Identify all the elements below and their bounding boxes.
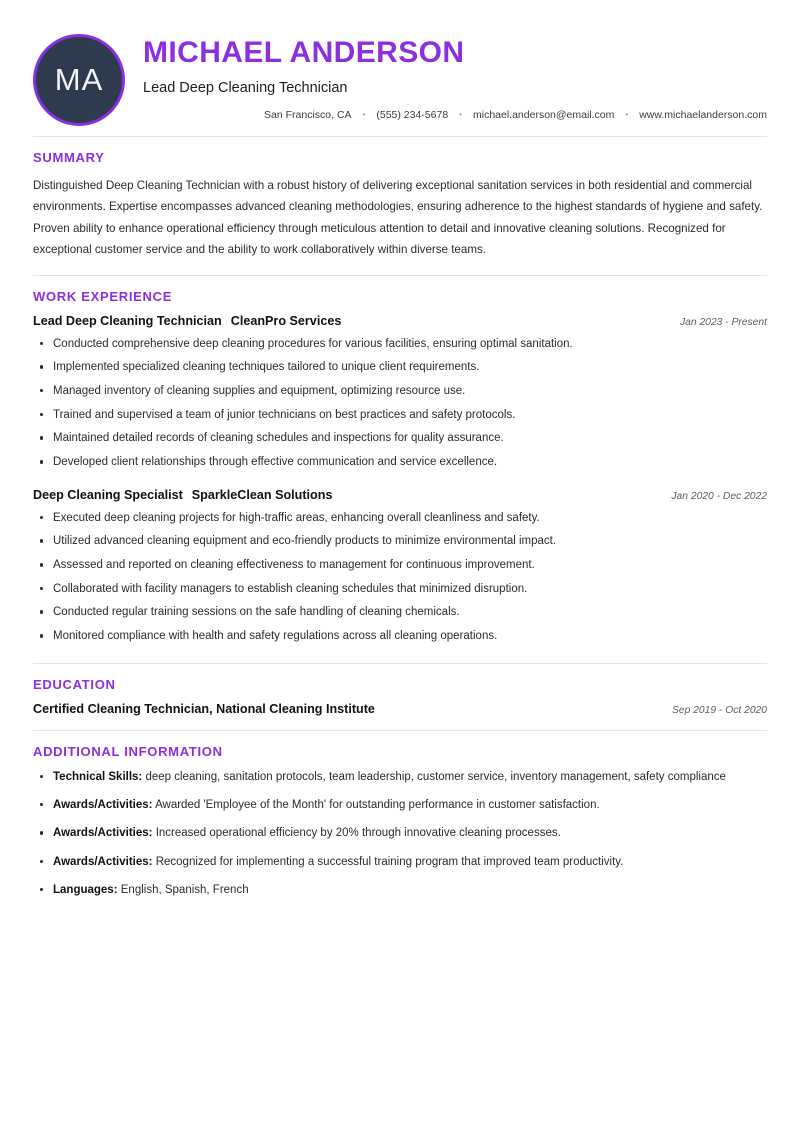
experience-entry	[33, 488, 767, 645]
avatar-initials: MA	[54, 62, 104, 97]
section-title-work-experience: WORK EXPERIENCE	[33, 288, 173, 304]
list-item	[33, 797, 767, 814]
experience-entry-header	[33, 488, 767, 502]
experience-headline	[33, 488, 332, 502]
list-item: Managed inventory of cleaning supplies and equipment, optimizing resource use.	[33, 383, 767, 400]
experience-role: Lead Deep Cleaning Technician	[33, 313, 222, 328]
experience-entry	[33, 314, 767, 471]
info-label: Technical Skills:	[53, 770, 143, 783]
info-value: Recognized for implementing a successful training program that improved team productivity.	[155, 855, 624, 868]
contact-separator-icon: •	[362, 109, 366, 119]
experience-role: Deep Cleaning Specialist	[33, 487, 183, 502]
info-value: deep cleaning, sanitation protocols, team leadership, customer service, inventory management, safety compliance	[145, 770, 726, 783]
contact-row	[143, 109, 767, 121]
experience-date: Jan 2023 - Present	[679, 316, 767, 328]
experience-headline	[33, 314, 341, 328]
info-label: Awards/Activities:	[53, 799, 153, 812]
section-title-summary: SUMMARY	[33, 150, 105, 165]
section-title-additional-information: ADDITIONAL INFORMATION	[33, 743, 223, 759]
list-item: Developed client relationships through effective communication and service excellence.	[33, 454, 767, 471]
section-summary	[33, 137, 767, 261]
info-label: Awards/Activities:	[53, 827, 153, 840]
section-education	[33, 664, 767, 716]
section-additional-information	[33, 731, 767, 899]
contact-separator-icon: •	[459, 109, 462, 119]
info-label: Languages:	[53, 883, 118, 896]
experience-bullet-list	[33, 510, 767, 645]
education-degree: Certified Cleaning Technician, National Cleaning Institute	[33, 701, 375, 716]
experience-bullet-list	[33, 336, 767, 471]
experience-company: CleanPro Services	[230, 313, 342, 328]
list-item: Executed deep cleaning projects for high-traffic areas, enhancing overall cleanliness and safety.	[33, 510, 767, 527]
contact-website[interactable]: www.michaelanderson.com	[639, 108, 767, 121]
contact-phone[interactable]: (555) 234-5678	[376, 108, 449, 121]
contact-email[interactable]: michael.anderson@email.com	[472, 108, 615, 121]
contact-separator-icon: •	[625, 109, 629, 119]
header-text-block	[143, 30, 767, 121]
contact-location: San Francisco, CA	[264, 108, 352, 121]
list-item: Maintained detailed records of cleaning schedules and inspections for quality assurance.	[33, 430, 767, 447]
list-item	[33, 825, 767, 842]
header-job-title: Lead Deep Cleaning Technician	[143, 79, 348, 96]
info-value: English, Spanish, French	[120, 883, 249, 896]
education-entry	[33, 702, 767, 716]
experience-entry-header	[33, 314, 767, 328]
additional-info-list	[33, 769, 767, 899]
page-title: MICHAEL ANDERSON	[143, 36, 465, 69]
summary-text: Distinguished Deep Cleaning Technician with a robust history of delivering exceptional sanitation services in both residential and commercial environments. Expertise encompasses advanced cleaning methodologies, ensuring adherence to the highest standards of hygiene and safety. Proven ability to enhance operational efficiency through meticulous attention to detail and innovative cleaning solutions. Recognized for exceptional customer service and the ability to work collaboratively within diverse teams.	[33, 179, 763, 257]
education-date: Sep 2019 - Oct 2020	[671, 704, 767, 716]
info-value: Awarded 'Employee of the Month' for outstanding performance in customer satisfaction.	[155, 799, 600, 812]
info-value: Increased operational efficiency by 20% through innovative cleaning processes.	[155, 827, 561, 840]
list-item: Assessed and reported on cleaning effectiveness to management for continuous improvement.	[33, 557, 767, 574]
list-item	[33, 769, 767, 786]
list-item: Utilized advanced cleaning equipment and eco-friendly products to minimize environmental impact.	[33, 533, 767, 550]
avatar	[33, 34, 125, 126]
list-item: Conducted regular training sessions on the safe handling of cleaning chemicals.	[33, 604, 767, 621]
list-item: Implemented specialized cleaning techniques tailored to unique client requirements.	[33, 359, 767, 376]
list-item: Collaborated with facility managers to establish cleaning schedules that minimized disruption.	[33, 581, 767, 598]
experience-date: Jan 2020 - Dec 2022	[671, 490, 767, 502]
experience-company: SparkleClean Solutions	[191, 487, 333, 502]
resume-header	[33, 30, 767, 136]
list-item: Trained and supervised a team of junior technicians on best practices and safety protocols.	[33, 407, 767, 424]
list-item: Monitored compliance with health and safety regulations across all cleaning operations.	[33, 628, 767, 645]
list-item: Conducted comprehensive deep cleaning procedures for various facilities, ensuring optimal sanitation.	[33, 336, 767, 353]
section-title-education: EDUCATION	[33, 676, 116, 692]
section-work-experience	[33, 276, 767, 645]
list-item	[33, 882, 767, 899]
info-label: Awards/Activities:	[53, 855, 153, 868]
list-item	[33, 854, 767, 871]
